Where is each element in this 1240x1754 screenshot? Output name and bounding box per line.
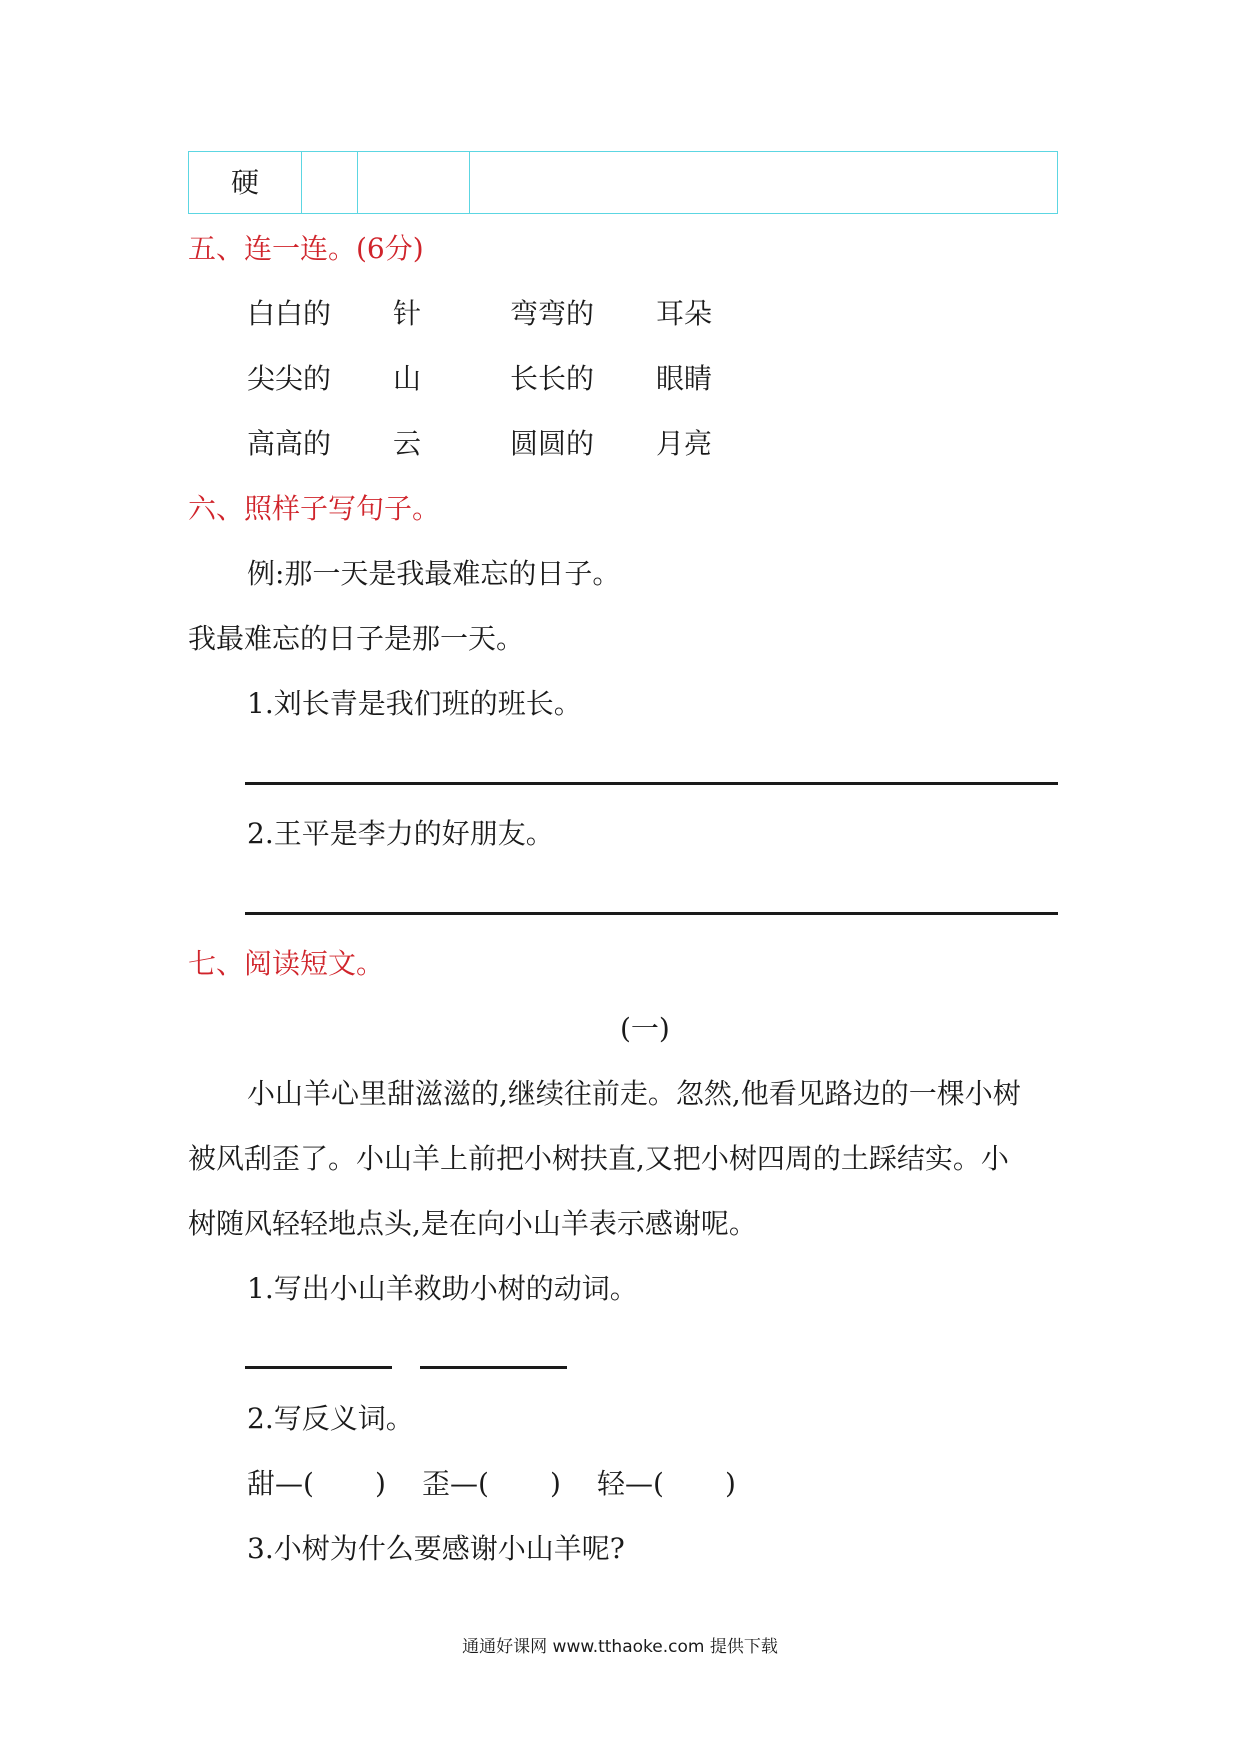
match-left-adj-3: 高高的 xyxy=(247,427,332,460)
passage-line-2: 被风刮歪了。小山羊上前把小树扶直,又把小树四周的土踩结实。小 xyxy=(188,1142,1009,1175)
match-left-noun-3: 云 xyxy=(393,427,422,460)
antonym-3-close: ) xyxy=(725,1467,736,1500)
table-char-cell xyxy=(189,152,302,213)
match-left-noun-1: 针 xyxy=(393,297,422,330)
table-char: 硬 xyxy=(230,165,259,199)
answer-line-7-1a[interactable] xyxy=(245,1366,392,1369)
match-left-adj-1: 白白的 xyxy=(247,297,332,330)
answer-line-7-1b[interactable] xyxy=(420,1366,567,1369)
match-right-adj-2: 长长的 xyxy=(510,362,595,395)
question-6-1: 1.刘长青是我们班的班长。 xyxy=(247,687,582,720)
section6-title: 六、照样子写句子。 xyxy=(188,492,441,525)
section7-title: 七、阅读短文。 xyxy=(188,947,385,980)
match-left-noun-2: 山 xyxy=(393,362,422,395)
question-7-2: 2.写反义词。 xyxy=(247,1402,414,1435)
passage-line-1: 小山羊心里甜滋滋的,继续往前走。忽然,他看见路边的一棵小树 xyxy=(247,1077,1021,1110)
table-blank-cell-2[interactable] xyxy=(358,152,470,213)
antonym-3-prefix: 轻—( xyxy=(597,1467,664,1500)
section5-title: 五、连一连。(6分) xyxy=(188,232,424,265)
character-table xyxy=(188,151,1058,214)
question-7-3: 3.小树为什么要感谢小山羊呢? xyxy=(247,1532,625,1565)
passage-line-3: 树随风轻轻地点头,是在向小山羊表示感谢呢。 xyxy=(188,1207,757,1240)
answer-line-6-2[interactable] xyxy=(245,912,1058,915)
match-right-noun-2: 眼睛 xyxy=(656,362,713,395)
antonym-2-prefix: 歪—( xyxy=(422,1467,489,1500)
match-right-adj-3: 圆圆的 xyxy=(510,427,595,460)
match-right-adj-1: 弯弯的 xyxy=(510,297,595,330)
question-6-2: 2.王平是李力的好朋友。 xyxy=(247,817,554,850)
table-blank-cell-1[interactable] xyxy=(302,152,358,213)
answer-line-6-1[interactable] xyxy=(245,782,1058,785)
example-sentence-1: 例:那一天是我最难忘的日子。 xyxy=(247,557,621,590)
antonym-1-prefix: 甜—( xyxy=(247,1467,314,1500)
question-7-1: 1.写出小山羊救助小树的动词。 xyxy=(247,1272,638,1305)
match-left-adj-2: 尖尖的 xyxy=(247,362,332,395)
table-blank-cell-3[interactable] xyxy=(470,152,1057,213)
example-sentence-2: 我最难忘的日子是那一天。 xyxy=(188,622,525,655)
antonym-2-close: ) xyxy=(550,1467,561,1500)
footer-credit: 通通好课网 www.tthaoke.com 提供下载 xyxy=(462,1637,778,1657)
match-right-noun-3: 月亮 xyxy=(656,427,713,460)
passage-subtitle: (一) xyxy=(620,1012,670,1045)
match-right-noun-1: 耳朵 xyxy=(656,297,713,330)
antonym-1-close: ) xyxy=(375,1467,386,1500)
